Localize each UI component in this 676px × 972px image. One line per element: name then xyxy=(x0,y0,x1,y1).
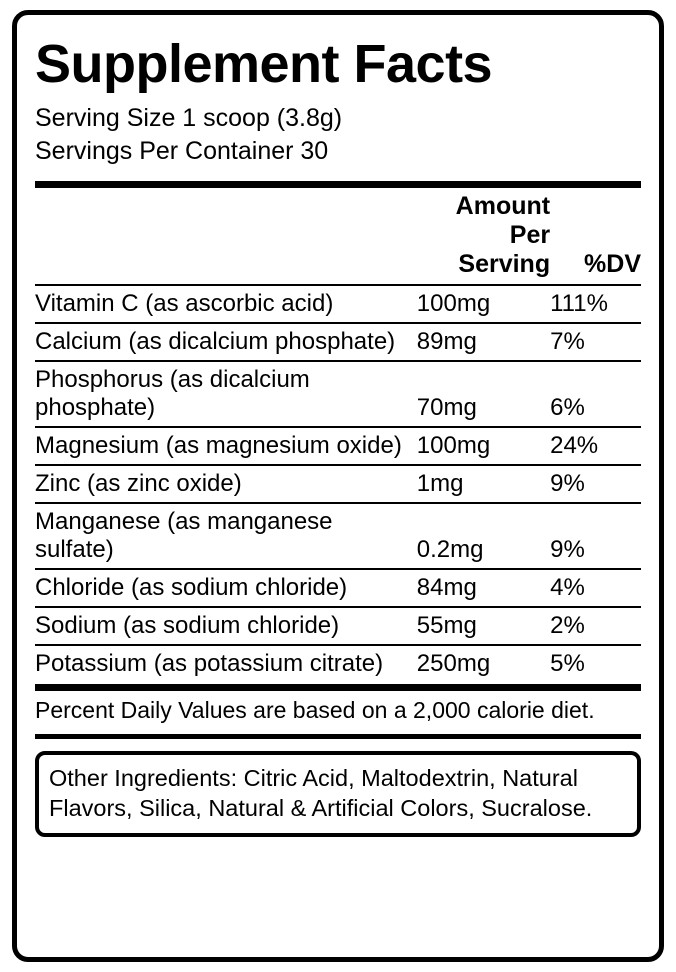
nutrient-amount: 55mg xyxy=(417,607,550,645)
nutrient-name: Manganese (as manganese sulfate) xyxy=(35,503,417,569)
table-row xyxy=(35,285,641,323)
nutrient-name: Potassium (as potassium citrate) xyxy=(35,645,417,682)
table-row xyxy=(35,427,641,465)
table-row xyxy=(35,361,641,427)
nutrient-amount: 70mg xyxy=(417,361,550,427)
table-row xyxy=(35,607,641,645)
nutrient-name: Sodium (as sodium chloride) xyxy=(35,607,417,645)
serving-size-line: Serving Size 1 scoop (3.8g) xyxy=(35,104,343,133)
panel-bottom-rule xyxy=(35,734,641,739)
other-ingredients-box xyxy=(35,751,641,837)
nutrient-dv: 5% xyxy=(550,645,641,682)
nutrient-amount: 0.2mg xyxy=(417,503,550,569)
nutrient-dv: 6% xyxy=(550,361,641,427)
nutrient-dv: 4% xyxy=(550,569,641,607)
header-top-rule xyxy=(35,181,641,188)
servings-per-container-line: Servings Per Container 30 xyxy=(35,136,329,165)
table-row xyxy=(35,569,641,607)
nutrient-amount: 84mg xyxy=(417,569,550,607)
nutrient-amount: 1mg xyxy=(417,465,550,503)
table-row xyxy=(35,465,641,503)
bottom-spacer xyxy=(35,837,641,945)
nutrient-amount: 100mg xyxy=(417,427,550,465)
table-header-row xyxy=(35,188,641,285)
nutrient-amount: 250mg xyxy=(417,645,550,682)
supplement-facts-panel xyxy=(12,10,664,962)
nutrient-dv: 111% xyxy=(550,285,641,323)
column-header-nutrient xyxy=(35,188,417,285)
nutrient-dv: 2% xyxy=(550,607,641,645)
nutrient-dv: 7% xyxy=(550,323,641,361)
nutrient-dv: 24% xyxy=(550,427,641,465)
page-title: Supplement Facts xyxy=(35,34,493,94)
column-header-amount: Amount Per Serving xyxy=(455,192,551,279)
nutrient-dv: 9% xyxy=(550,503,641,569)
other-ingredients-text: Other Ingredients: Citric Acid, Maltodextrin, Natural Flavors, Silica, Natural & Artificial Colors, Sucralose. xyxy=(49,765,593,822)
nutrient-name: Calcium (as dicalcium phosphate) xyxy=(35,323,417,361)
nutrient-dv: 9% xyxy=(550,465,641,503)
daily-value-footnote: Percent Daily Values are based on a 2,000 calorie diet. xyxy=(35,697,595,724)
table-row xyxy=(35,503,641,569)
nutrient-name: Phosphorus (as dicalcium phosphate) xyxy=(35,361,417,427)
table-row xyxy=(35,323,641,361)
nutrient-name: Zinc (as zinc oxide) xyxy=(35,465,417,503)
table-row xyxy=(35,645,641,682)
nutrient-name: Magnesium (as magnesium oxide) xyxy=(35,427,417,465)
nutrient-name: Vitamin C (as ascorbic acid) xyxy=(35,285,417,323)
footnote-top-rule xyxy=(35,684,641,728)
nutrient-name: Chloride (as sodium chloride) xyxy=(35,569,417,607)
column-header-dv: %DV xyxy=(584,250,641,279)
nutrient-amount: 89mg xyxy=(417,323,550,361)
nutrient-amount: 100mg xyxy=(417,285,550,323)
nutrition-table xyxy=(35,188,641,682)
